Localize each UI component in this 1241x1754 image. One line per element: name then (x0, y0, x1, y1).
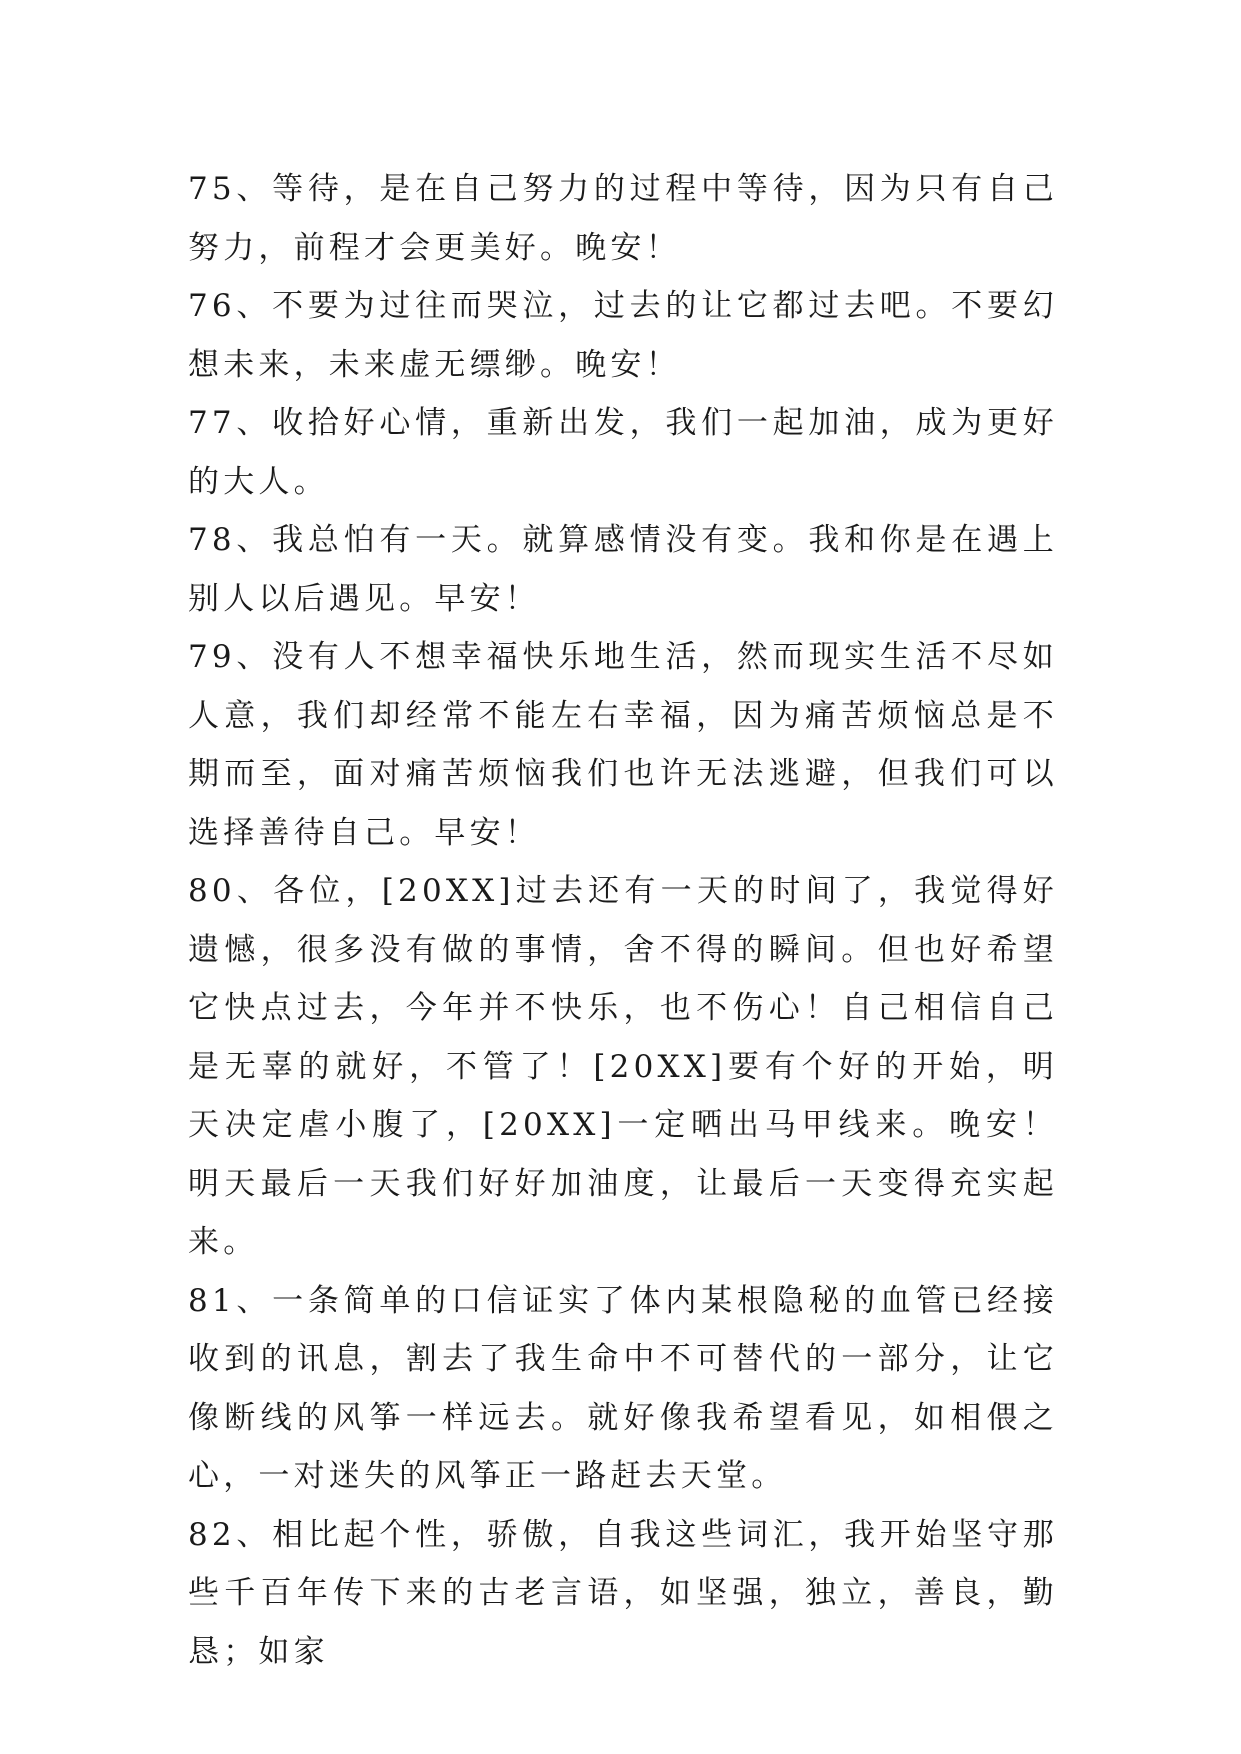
paragraph-81: 81、一条简单的口信证实了体内某根隐秘的血管已经接收到的讯息，割去了我生命中不可替代的一部分，让它像断线的风筝一样远去。就好像我希望看见，如相偎之心，一对迷失的风筝正一路赶去天堂。 (188, 1282, 1058, 1494)
paragraph-80: 80、各位，[20XX]过去还有一天的时间了，我觉得好遗憾，很多没有做的事情，舍不得的瞬间。但也好希望它快点过去，今年并不快乐，也不伤心！自己相信自己是无辜的就好，不管了！[20XX]要有个好的开始，明天决定虐小腹了，[20XX]一定晒出马甲线来。晚安！明天最后一天我们好好加油度，让最后一天变得充实起来。 (188, 873, 1058, 1260)
paragraph-75: 75、等待，是在自己努力的过程中等待，因为只有自己努力，前程才会更美好。晚安！ (188, 171, 1058, 266)
paragraph-78: 78、我总怕有一天。就算感情没有变。我和你是在遇上别人以后遇见。早安！ (188, 522, 1058, 617)
paragraph-77: 77、收拾好心情，重新出发，我们一起加油，成为更好的大人。 (188, 405, 1058, 500)
document-body (188, 160, 1058, 1681)
paragraph-76: 76、不要为过往而哭泣，过去的让它都过去吧。不要幻想未来，未来虚无缥缈。晚安！ (188, 288, 1058, 383)
paragraph-82: 82、相比起个性，骄傲，自我这些词汇，我开始坚守那些千百年传下来的古老言语，如坚强，独立，善良，勤恳；如家 (188, 1516, 1058, 1670)
paragraph-79: 79、没有人不想幸福快乐地生活，然而现实生活不尽如人意，我们却经常不能左右幸福，因为痛苦烦恼总是不期而至，面对痛苦烦恼我们也许无法逃避，但我们可以选择善待自己。早安！ (188, 639, 1058, 851)
